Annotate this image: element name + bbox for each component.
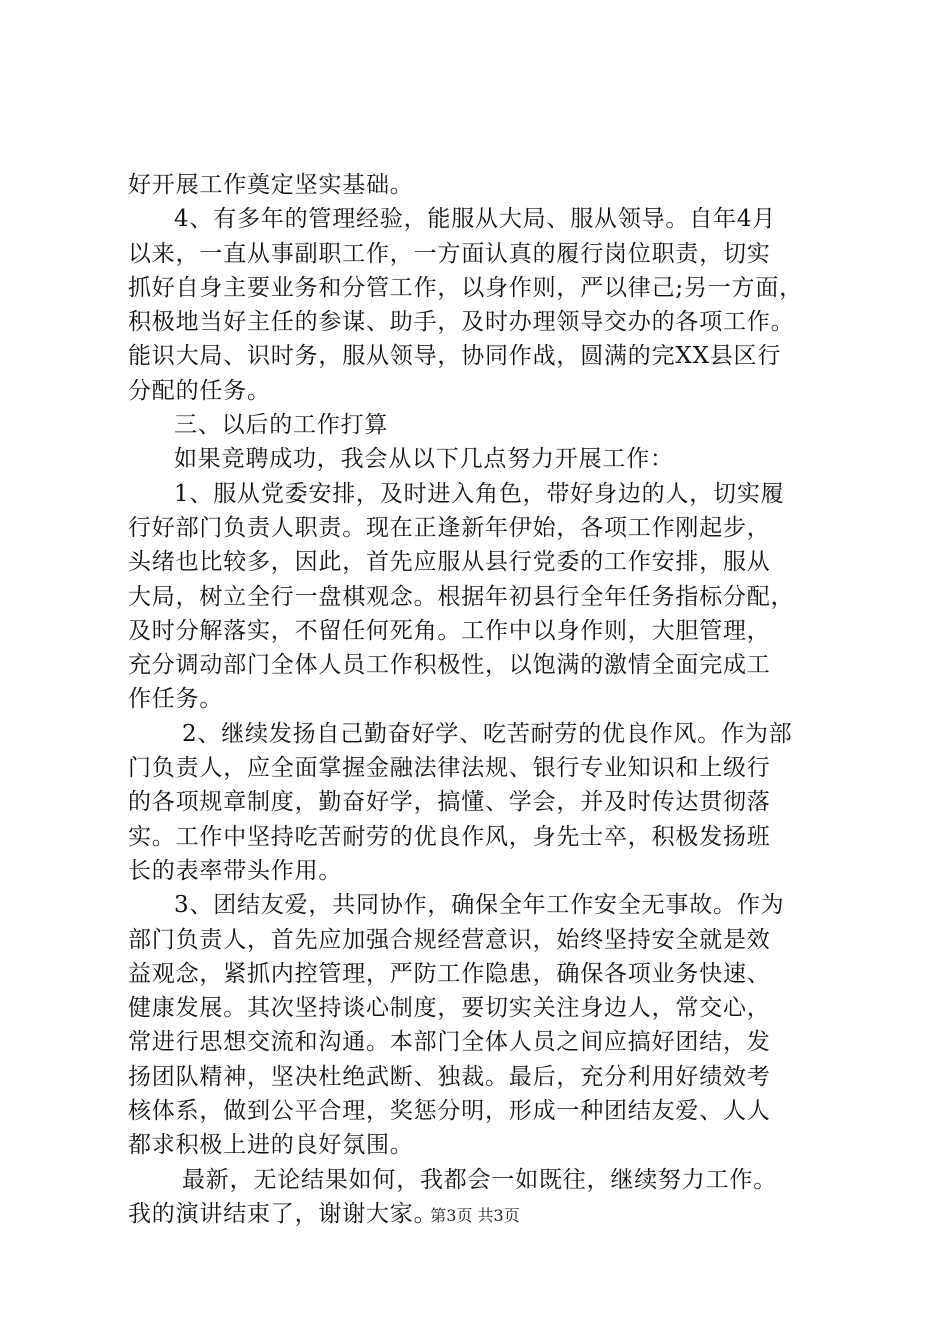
text-line: 部门负责人，首先应加强合规经营意识，始终坚持安全就是效 bbox=[128, 926, 771, 953]
text-line: 我的演讲结束了，谢谢大家。 bbox=[128, 1200, 438, 1227]
text-line: 益观念，紧抓内控管理，严防工作隐患，确保各项业务快速、 bbox=[128, 960, 771, 987]
text-line: 2、继续发扬自己勤奋好学、吃苦耐劳的优良作风。作为部 bbox=[182, 720, 793, 747]
text-line: 都求积极上进的良好氛围。 bbox=[128, 1132, 414, 1159]
text-line: 长的表率带头作用。 bbox=[128, 857, 343, 884]
text-line: 健康发展。其次坚持谈心制度，要切实关注身边人，常交心， bbox=[128, 995, 771, 1022]
text-line: 抓好自身主要业务和分管工作，以身作则，严以律己;另一方面， bbox=[128, 274, 803, 301]
text-line: 如果竞聘成功，我会从以下几点努力开展工作： bbox=[174, 446, 674, 473]
text-line: 4、有多年的管理经验，能服从大局、服从领导。自年4月 bbox=[174, 206, 777, 233]
text-line: 分配的任务。 bbox=[128, 377, 271, 404]
text-line: 头绪也比较多，因此，首先应服从县行党委的工作安排，服从 bbox=[128, 549, 771, 576]
text-line: 以来，一直从事副职工作，一方面认真的履行岗位职责，切实 bbox=[128, 240, 771, 267]
text-line: 大局，树立全行一盘棋观念。根据年初县行全年任务指标分配， bbox=[128, 583, 795, 610]
text-line: 最新，无论结果如何，我都会一如既往，继续努力工作。 bbox=[182, 1166, 777, 1193]
text-line: 实。工作中坚持吃苦耐劳的优良作风，身先士卒，积极发扬班 bbox=[128, 823, 771, 850]
text-line: 作任务。 bbox=[128, 686, 224, 713]
text-line: 好开展工作奠定坚实基础。 bbox=[128, 172, 414, 198]
text-line: 扬团队精神，坚决杜绝武断、独裁。最后，充分利用好绩效考 bbox=[128, 1063, 771, 1090]
text-line: 常进行思想交流和沟通。本部门全体人员之间应搞好团结，发 bbox=[128, 1029, 771, 1056]
text-line: 行好部门负责人职责。现在正逢新年伊始，各项工作刚起步， bbox=[128, 514, 771, 541]
section-heading: 三、以后的工作打算 bbox=[174, 412, 389, 439]
text-line: 门负责人，应全面掌握金融法律法规、银行专业知识和上级行 bbox=[128, 755, 771, 782]
page-number-footer: 第3页 共3页 bbox=[430, 1206, 520, 1225]
text-line: 能识大局、识时务，服从领导，协同作战，圆满的完XX县区行 bbox=[128, 343, 782, 370]
text-line: 的各项规章制度，勤奋好学，搞懂、学会，并及时传达贯彻落 bbox=[128, 789, 771, 816]
text-line: 充分调动部门全体人员工作积极性，以饱满的激情全面完成工 bbox=[128, 652, 771, 679]
text-line: 1、服从党委安排，及时进入角色，带好身边的人，切实履 bbox=[174, 480, 785, 507]
text-line: 积极地当好主任的参谋、助手，及时办理领导交办的各项工作。 bbox=[128, 309, 795, 336]
document-body bbox=[128, 168, 848, 1231]
text-line: 及时分解落实，不留任何死角。工作中以身作则，大胆管理， bbox=[128, 617, 771, 644]
text-line: 核体系，做到公平合理，奖惩分明，形成一种团结友爱、人人 bbox=[128, 1098, 771, 1125]
text-line: 3、团结友爱，共同协作，确保全年工作安全无事故。作为 bbox=[174, 892, 785, 919]
